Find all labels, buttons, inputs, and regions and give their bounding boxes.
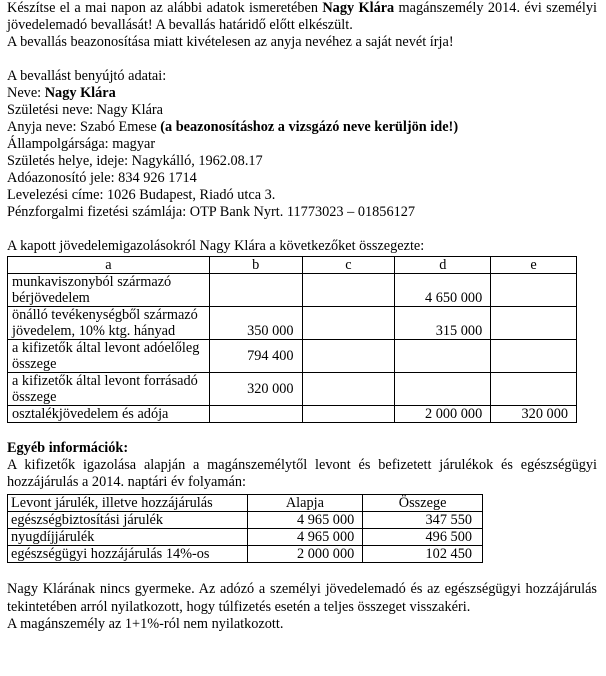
row-label: a kifizetők által levont forrásadó összege: [8, 373, 210, 406]
cell-d: 315 000: [395, 307, 491, 340]
table-row: [8, 406, 577, 423]
intro-text: Készítse el a mai napon az alábbi adatok ismeretében: [7, 0, 323, 16]
row-label: a kifizetők által levont adóelőleg összege: [8, 340, 210, 373]
col-header-amount: Összege: [363, 495, 483, 512]
certificates-heading: A kapott jövedelemigazolásokról Nagy Klára a következőket összegezte:: [7, 238, 425, 254]
submitter-citizenship: Állampolgársága: magyar: [7, 136, 156, 152]
cell-b: 794 400: [209, 340, 302, 373]
col-header-name: Levont járulék, illetve hozzájárulás: [8, 495, 248, 512]
cell-c: [302, 307, 395, 340]
closing-line2: A magánszemély az 1+1%-ról nem nyilatkozott.: [7, 616, 284, 632]
closing-paragraph: Nagy Klárának nincs gyermeke. Az adózó a személyi jövedelemadó és az egészségügyi hozzájárulás tekintetében arról nyilatkozott, hogy túlfizetés esetén a teljes összeget visszakéri.: [7, 581, 597, 615]
cell-c: [302, 340, 395, 373]
cell-d: [395, 340, 491, 373]
contribution-name: nyugdíjjárulék: [8, 529, 248, 546]
contribution-name: egészségbiztosítási járulék: [8, 512, 248, 529]
submitter-name: Neve: Nagy Klára: [7, 85, 116, 101]
cell-b: [209, 406, 302, 423]
cell-e: 320 000: [491, 406, 577, 423]
table-row: [8, 307, 577, 340]
contribution-base: 4 965 000: [247, 512, 363, 529]
cell-c: [302, 373, 395, 406]
intro-line2: A bevallás beazonosítása miatt kivételesen az anyja nevéhez a saját nevét írja!: [7, 34, 454, 50]
cell-b: 350 000: [209, 307, 302, 340]
table-row: [8, 274, 577, 307]
cell-e: [491, 373, 577, 406]
submitter-mother: Anyja neve: Szabó Emese (a beazonosításhoz a vizsgázó neve kerüljön ide!): [7, 119, 459, 135]
table-row: [8, 340, 577, 373]
cell-d: 2 000 000: [395, 406, 491, 423]
cell-e: [491, 307, 577, 340]
certificates-table: [7, 256, 577, 423]
col-header-c: c: [302, 257, 395, 274]
col-header-a: a: [8, 257, 210, 274]
cell-e: [491, 340, 577, 373]
cell-e: [491, 274, 577, 307]
col-header-d: d: [395, 257, 491, 274]
row-label: osztalékjövedelem és adója: [8, 406, 210, 423]
intro-text-cont: magánszemély 2014. évi személyi jövedelemadó bevallását! A bevallás határidő előtt elkészült.: [7, 0, 597, 33]
cell-b: [209, 274, 302, 307]
submitter-bank: Pénzforgalmi fizetési számlája: OTP Bank Nyrt. 11773023 – 01856127: [7, 204, 416, 220]
col-header-b: b: [209, 257, 302, 274]
intro-name: Nagy Klára: [322, 0, 395, 16]
cell-d: 4 650 000: [395, 274, 491, 307]
col-header-e: e: [491, 257, 577, 274]
submitter-heading: A bevallást benyújtó adatai:: [7, 68, 167, 84]
row-label: munkaviszonyból származó bérjövedelem: [8, 274, 210, 307]
table-row: [8, 373, 577, 406]
cell-d: [395, 373, 491, 406]
contribution-name: egészségügyi hozzájárulás 14%-os: [8, 546, 248, 563]
submitter-address: Levelezési címe: 1026 Budapest, Riadó utca 3.: [7, 187, 276, 203]
table-row: [8, 546, 483, 563]
submitter-birth-name: Születési neve: Nagy Klára: [7, 102, 164, 118]
contribution-amount: 347 550: [363, 512, 483, 529]
submitter-tax-id: Adóazonosító jele: 834 926 1714: [7, 170, 197, 186]
contribution-amount: 496 500: [363, 529, 483, 546]
contribution-amount: 102 450: [363, 546, 483, 563]
contributions-table: [7, 494, 483, 563]
table-row: [8, 512, 483, 529]
row-label: önálló tevékenységből származó jövedelem, 10% ktg. hányad: [8, 307, 210, 340]
contribution-base: 4 965 000: [247, 529, 363, 546]
contribution-base: 2 000 000: [247, 546, 363, 563]
cell-b: 320 000: [209, 373, 302, 406]
cell-c: [302, 274, 395, 307]
contributions-header-row: [8, 495, 483, 512]
col-header-base: Alapja: [247, 495, 363, 512]
certificates-header-row: [8, 257, 577, 274]
other-heading: Egyéb információk:: [7, 440, 129, 456]
cell-c: [302, 406, 395, 423]
submitter-birth-place: Születés helye, ideje: Nagykálló, 1962.08.17: [7, 153, 263, 169]
table-row: [8, 529, 483, 546]
other-text: A kifizetők igazolása alapján a magánszemélytől levont és befizetett járulékok és egészségügyi hozzájárulás a 2014. naptári év folyamán:: [7, 457, 597, 490]
intro-paragraph: [7, 0, 597, 34]
